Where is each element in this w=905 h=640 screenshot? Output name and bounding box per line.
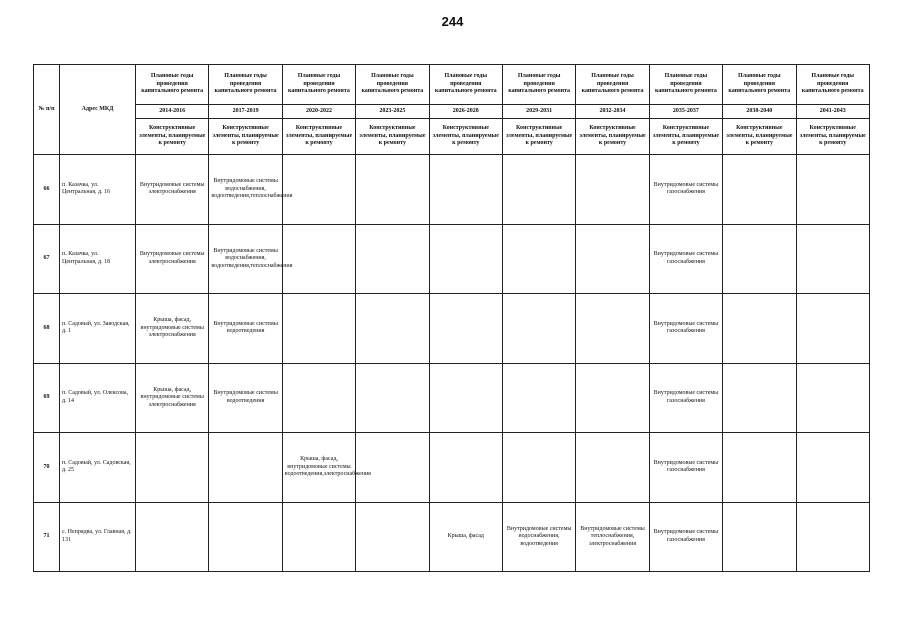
table-row [34, 433, 870, 503]
repair-cell: Внутридомовые системы водоснабжения, водоотведения [502, 502, 575, 572]
period-elements: Конструктивные элементы, планируемые к ремонту [282, 119, 355, 155]
repair-cell [502, 294, 575, 364]
period-years: 2026-2028 [429, 105, 502, 119]
row-address: п. Казачка, ул. Центральная, д. 16 [60, 155, 136, 225]
repair-cell: Внутридомовые системы электроснабжения [136, 224, 209, 294]
period-years: 2035-2037 [649, 105, 722, 119]
row-number: 66 [34, 155, 60, 225]
period-elements: Конструктивные элементы, планируемые к ремонту [576, 119, 649, 155]
row-address: с. Непрядва, ул. Главная, д. 131 [60, 502, 136, 572]
repair-cell [356, 294, 429, 364]
repair-cell: Крыша, фасад [429, 502, 502, 572]
repair-cell [723, 155, 796, 225]
repair-cell: Внутридомовые системы газоснабжения [649, 502, 722, 572]
period-years: 2041-2043 [796, 105, 869, 119]
repair-cell [502, 224, 575, 294]
repair-cell [576, 363, 649, 433]
repair-cell [429, 224, 502, 294]
repair-cell [209, 433, 282, 503]
row-number: 70 [34, 433, 60, 503]
repair-cell [356, 224, 429, 294]
repair-cell: Внутридомовые системы теплоснабжения, электроснабжения [576, 502, 649, 572]
repair-cell [796, 294, 869, 364]
repair-cell [356, 155, 429, 225]
repair-cell [282, 294, 355, 364]
period-title: Плановые годы проведения капитального ремонта [796, 65, 869, 105]
row-address: п. Садовый, ул. Олексова, д. 14 [60, 363, 136, 433]
table-row [34, 155, 870, 225]
period-years: 2032-2034 [576, 105, 649, 119]
repair-cell [723, 433, 796, 503]
period-elements: Конструктивные элементы, планируемые к ремонту [136, 119, 209, 155]
repair-cell: Крыша, фасад, внутридомовые системы электроснабжения [136, 363, 209, 433]
header-row-elements [34, 119, 870, 155]
repair-cell [723, 363, 796, 433]
repair-cell [282, 224, 355, 294]
table-row [34, 294, 870, 364]
repair-cell [429, 363, 502, 433]
repair-cell [796, 433, 869, 503]
repair-cell [356, 433, 429, 503]
repair-cell [282, 502, 355, 572]
row-address: п. Садовый, ул. Заводская, д. 1 [60, 294, 136, 364]
repair-cell: Внутридомовые системы газоснабжения [649, 224, 722, 294]
repair-cell [502, 433, 575, 503]
repair-cell [723, 502, 796, 572]
period-title: Плановые годы проведения капитального ремонта [282, 65, 355, 105]
repair-cell [796, 155, 869, 225]
repair-cell: Внутридомовые системы водоснабжения, водоотведения,теплоснабжения [209, 224, 282, 294]
period-elements: Конструктивные элементы, планируемые к ремонту [209, 119, 282, 155]
period-elements: Конструктивные элементы, планируемые к ремонту [796, 119, 869, 155]
row-number: 71 [34, 502, 60, 572]
header-address: Адрес МКД [60, 65, 136, 155]
period-title: Плановые годы проведения капитального ремонта [209, 65, 282, 105]
repair-cell [282, 155, 355, 225]
repair-cell: Внутридомовые системы газоснабжения [649, 294, 722, 364]
repair-cell [136, 433, 209, 503]
repair-cell [282, 363, 355, 433]
repair-cell: Внутридомовые системы газоснабжения [649, 155, 722, 225]
repair-cell [356, 363, 429, 433]
period-elements: Конструктивные элементы, планируемые к ремонту [502, 119, 575, 155]
repair-cell: Внутридомовые системы водоотведения [209, 363, 282, 433]
repair-cell: Внутридомовые системы водоснабжения, водоотведения,теплоснабжения [209, 155, 282, 225]
period-elements: Конструктивные элементы, планируемые к ремонту [429, 119, 502, 155]
row-number: 67 [34, 224, 60, 294]
period-elements: Конструктивные элементы, планируемые к ремонту [356, 119, 429, 155]
period-title: Плановые годы проведения капитального ремонта [576, 65, 649, 105]
repair-cell: Внутридомовые системы водоотведения [209, 294, 282, 364]
row-number: 68 [34, 294, 60, 364]
repair-cell [796, 224, 869, 294]
page-number: 244 [441, 14, 464, 29]
period-title: Плановые годы проведения капитального ремонта [136, 65, 209, 105]
repair-cell [429, 433, 502, 503]
repair-schedule-table [33, 64, 870, 572]
period-title: Плановые годы проведения капитального ремонта [429, 65, 502, 105]
repair-cell [576, 294, 649, 364]
header-number: № п/п [34, 65, 60, 155]
period-years: 2017-2019 [209, 105, 282, 119]
table-row [34, 224, 870, 294]
period-title: Плановые годы проведения капитального ремонта [502, 65, 575, 105]
repair-cell [209, 502, 282, 572]
repair-cell [796, 502, 869, 572]
repair-cell [136, 502, 209, 572]
row-number: 69 [34, 363, 60, 433]
table-row [34, 502, 870, 572]
repair-cell [429, 155, 502, 225]
period-years: 2020-2022 [282, 105, 355, 119]
row-address: п. Садовый, ул. Садовская, д. 25 [60, 433, 136, 503]
repair-cell [576, 155, 649, 225]
period-years: 2023-2025 [356, 105, 429, 119]
repair-cell [502, 155, 575, 225]
period-title: Плановые годы проведения капитального ремонта [649, 65, 722, 105]
repair-cell [576, 433, 649, 503]
repair-cell [429, 294, 502, 364]
repair-cell: Крыша, фасад, внутридомовые системы водоотведения,электроснабжения [282, 433, 355, 503]
table-row [34, 363, 870, 433]
period-title: Плановые годы проведения капитального ремонта [356, 65, 429, 105]
period-elements: Конструктивные элементы, планируемые к ремонту [649, 119, 722, 155]
header-row-years [34, 105, 870, 119]
repair-cell: Внутридомовые системы электроснабжения [136, 155, 209, 225]
repair-cell: Внутридомовые системы газоснабжения [649, 433, 722, 503]
repair-cell [502, 363, 575, 433]
period-title: Плановые годы проведения капитального ремонта [723, 65, 796, 105]
header-row-titles [34, 65, 870, 105]
period-years: 2014-2016 [136, 105, 209, 119]
repair-cell: Внутридомовые системы газоснабжения [649, 363, 722, 433]
repair-cell: Крыша, фасад, внутридомовые системы электроснабжения [136, 294, 209, 364]
row-address: п. Казачка, ул. Центральная, д. 18 [60, 224, 136, 294]
repair-cell [576, 224, 649, 294]
repair-cell [723, 294, 796, 364]
period-elements: Конструктивные элементы, планируемые к ремонту [723, 119, 796, 155]
period-years: 2029-2031 [502, 105, 575, 119]
repair-cell [796, 363, 869, 433]
repair-cell [723, 224, 796, 294]
repair-cell [356, 502, 429, 572]
period-years: 2038-2040 [723, 105, 796, 119]
